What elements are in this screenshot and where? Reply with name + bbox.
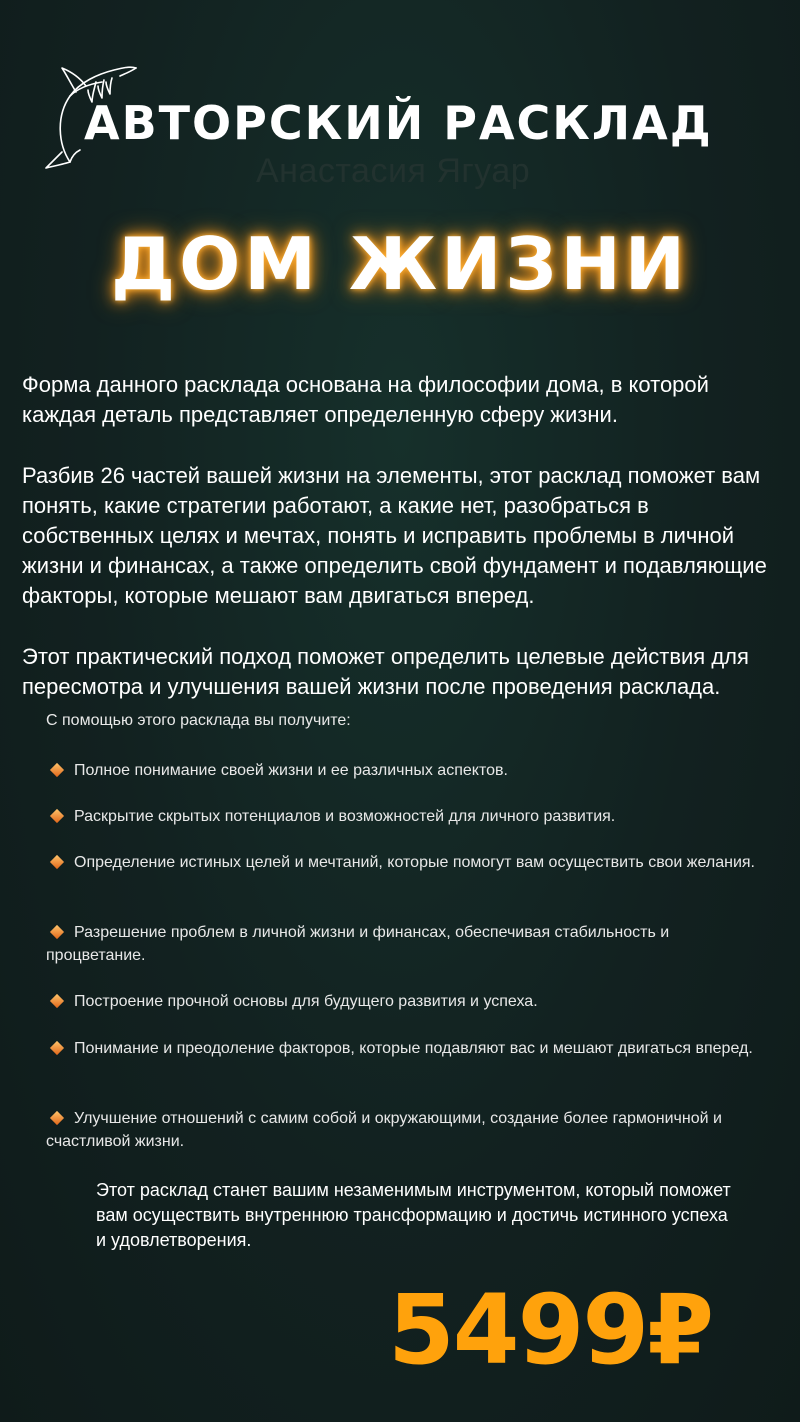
intro-paragraph: Форма данного расклада основана на философии дома, в которой каждая деталь представляет определенную сферу жизни. <box>22 372 709 427</box>
intro-paragraph: Разбив 26 частей вашей жизни на элементы, этот расклад поможет вам понять, какие стратегии работают, а какие нет, разобраться в собственных целях и мечтах, понять и исправить проблемы в личной жизни и финансах, а также определить свой фундамент и подавляющие факторы, которые мешают вам двигаться вперед. <box>22 463 767 608</box>
benefit-item <box>46 851 766 874</box>
diamond-bullet-icon <box>50 855 64 869</box>
diamond-bullet-icon <box>50 1111 64 1125</box>
price-label: 5499₽ <box>388 1274 712 1386</box>
benefit-text: Раскрытие скрытых потенциалов и возможностей для личного развития. <box>74 808 616 825</box>
intro-paragraph: Этот практический подход поможет определить целевые действия для пересмотра и улучшения вашей жизни после проведения расклада. <box>22 644 749 699</box>
benefit-item <box>46 990 766 1013</box>
benefit-text: Полное понимание своей жизни и ее различных аспектов. <box>74 762 508 779</box>
main-title: ДОМ ЖИЗНИ <box>110 222 690 306</box>
benefit-item <box>46 759 766 782</box>
diamond-bullet-icon <box>50 994 64 1008</box>
benefit-item <box>46 921 766 967</box>
benefit-item <box>46 1107 766 1153</box>
diamond-bullet-icon <box>50 1041 64 1055</box>
benefit-item <box>46 1037 766 1060</box>
diamond-bullet-icon <box>50 925 64 939</box>
conclusion-text: Этот расклад станет вашим незаменимым инструментом, который поможет вам осуществить внутреннюю трансформацию и достичь истинного успеха и удовлетворения. <box>96 1180 731 1250</box>
benefits-intro: С помощью этого расклада вы получите: <box>46 712 351 729</box>
benefit-text: Определение истиных целей и мечтаний, которые помогут вам осуществить свои желания. <box>74 854 755 871</box>
author-name: Анастасия Ягуар <box>256 152 531 190</box>
benefit-text: Улучшение отношений с самим собой и окружающими, создание более гармоничной и счастливой жизни. <box>46 1110 722 1150</box>
brand-title: АВТОРСКИЙ РАСКЛАД <box>84 96 713 150</box>
diamond-bullet-icon <box>50 763 64 777</box>
benefit-text: Понимание и преодоление факторов, которые подавляют вас и мешают двигаться вперед. <box>74 1040 753 1057</box>
diamond-bullet-icon <box>50 809 64 823</box>
benefit-item <box>46 805 766 828</box>
benefit-text: Построение прочной основы для будущего развития и успеха. <box>74 993 538 1010</box>
benefit-text: Разрешение проблем в личной жизни и финансах, обеспечивая стабильность и процветание. <box>46 924 670 964</box>
intro-text <box>22 370 782 733</box>
